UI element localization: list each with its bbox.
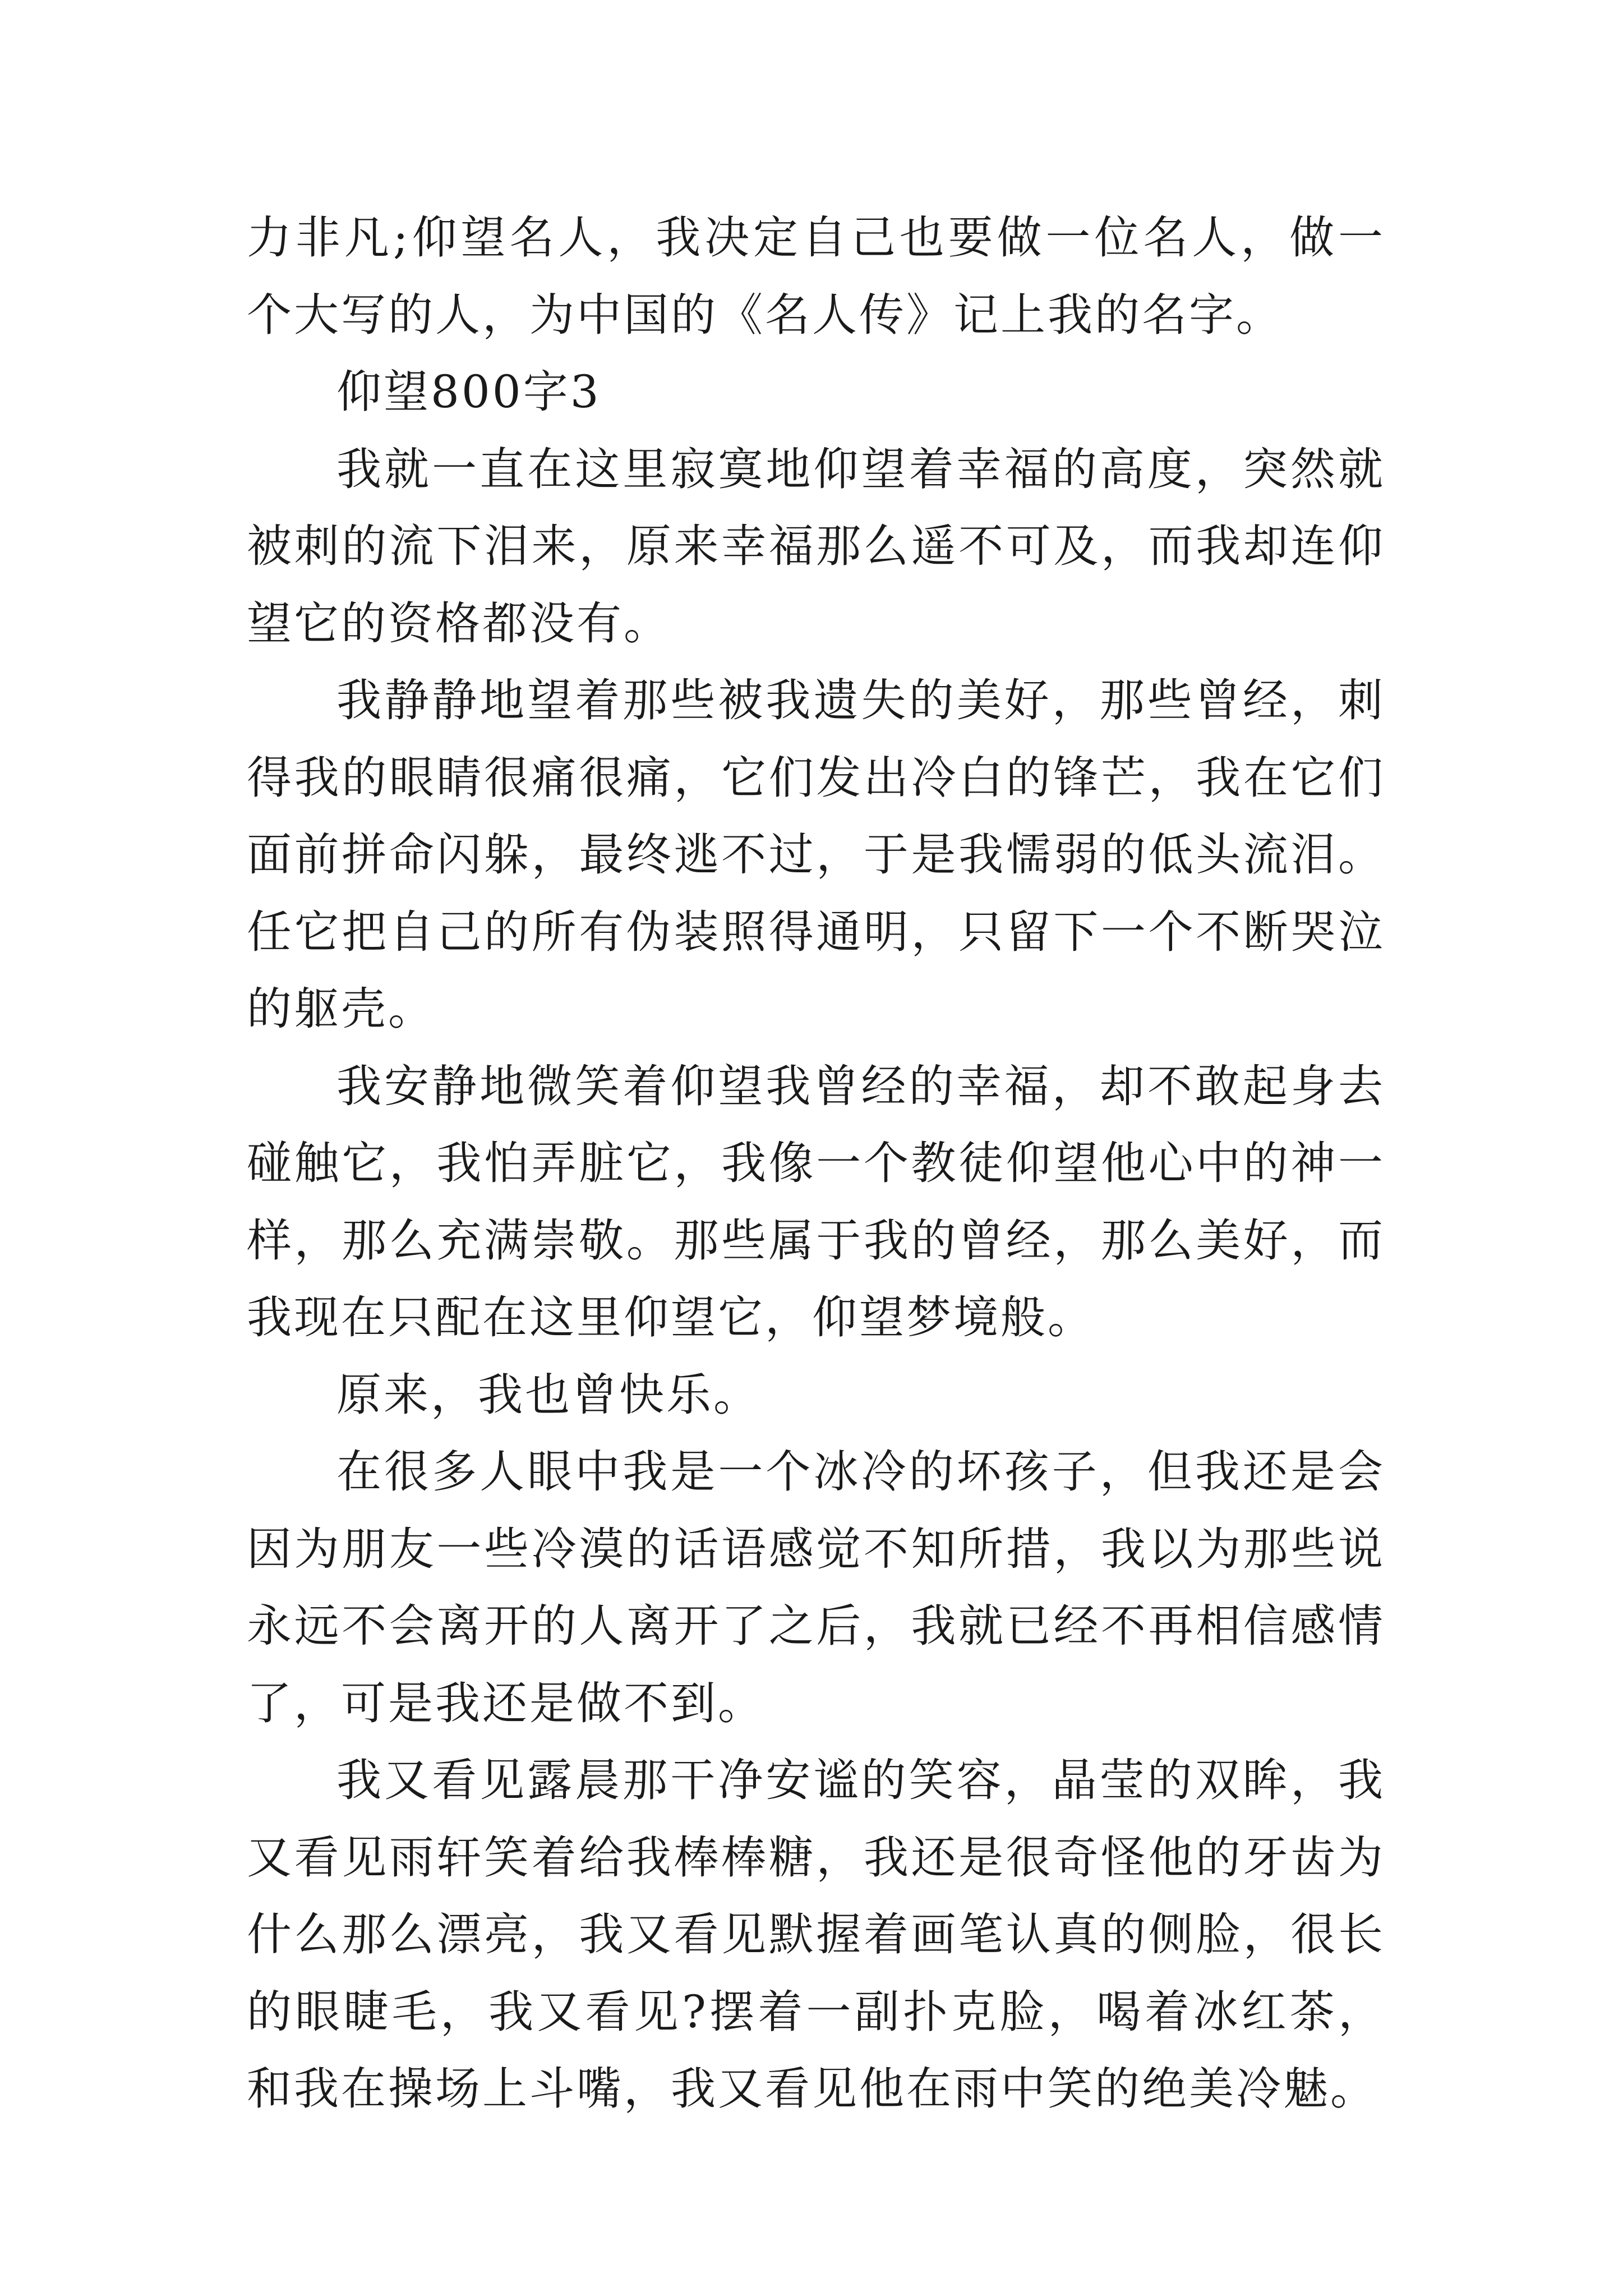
document-body (247, 199, 1385, 2128)
paragraph: 我又看见露晨那干净安谧的笑容，晶莹的双眸，我又看见雨轩笑着给我棒棒糖，我还是很奇怪他的牙齿为什么那么漂亮，我又看见默握着画笔认真的侧脸，很长的眼睫毛，我又看见?摆着一副扑克脸，喝着冰红茶，和我在操场上斗嘴，我又看见他在雨中笑的绝美冷魅。 (247, 1754, 1385, 2115)
paragraph: 我静静地望着那些被我遗失的美好，那些曾经，刺得我的眼睛很痛很痛，它们发出冷白的锋芒，我在它们面前拼命闪躲，最终逃不过，于是我懦弱的低头流泪。任它把自己的所有伪装照得通明，只留下一个不断哭泣的躯壳。 (247, 674, 1385, 1035)
section-heading: 仰望800字3 (336, 366, 601, 418)
paragraph: 原来，我也曾快乐。 (336, 1368, 760, 1421)
paragraph: 我安静地微笑着仰望我曾经的幸福，却不敢起身去碰触它，我怕弄脏它，我像一个教徒仰望他心中的神一样，那么充满崇敬。那些属于我的曾经，那么美好，而我现在只配在这里仰望它，仰望梦境般。 (247, 1060, 1385, 1343)
paragraph-continuation: 力非凡;仰望名人，我决定自己也要做一位名人，做一个大写的人，为中国的《名人传》记上我的名字。 (247, 211, 1385, 341)
paragraph: 在很多人眼中我是一个冰冷的坏孩子，但我还是会因为朋友一些冷漠的话语感觉不知所措，我以为那些说永远不会离开的人离开了之后，我就已经不再相信感情了，可是我还是做不到。 (247, 1446, 1385, 1729)
paragraph: 我就一直在这里寂寞地仰望着幸福的高度，突然就被刺的流下泪来，原来幸福那么遥不可及，而我却连仰望它的资格都没有。 (247, 443, 1385, 650)
